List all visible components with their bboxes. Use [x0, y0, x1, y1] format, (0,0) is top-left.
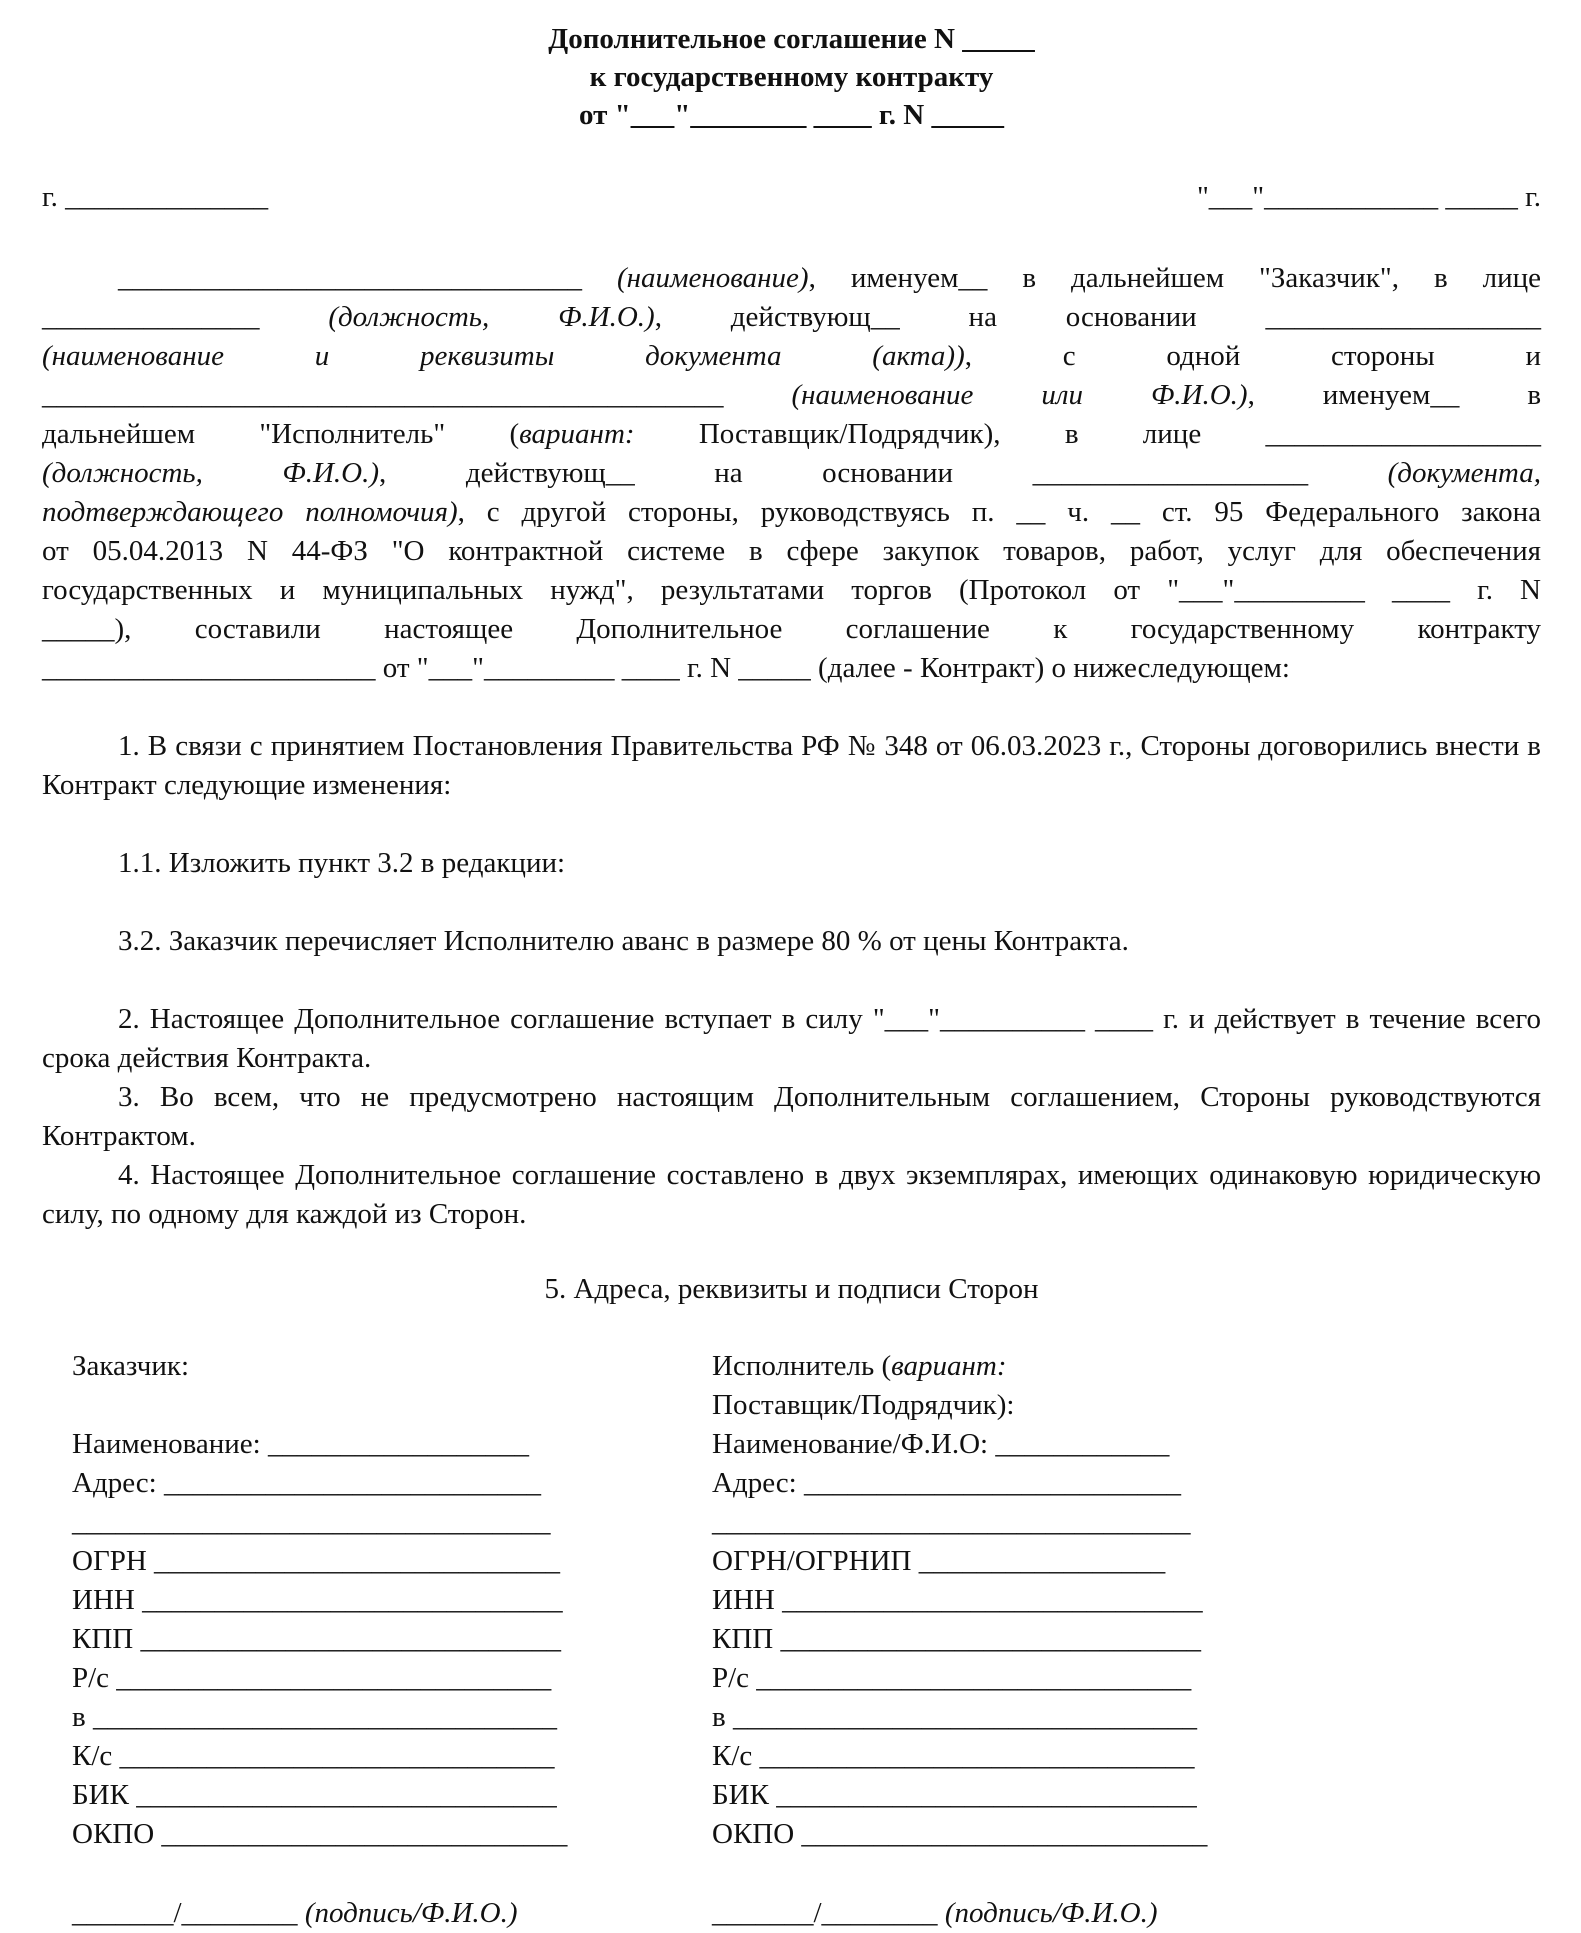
- preamble-line: _______________________ от "___"_________ ____ г. N _____ (далее - Контракт) о нижеследующем:: [42, 652, 1290, 684]
- contractor-kpp: КПП _____________________________: [712, 1623, 1201, 1655]
- requisites-columns: [42, 1347, 1541, 1933]
- contractor-column: [712, 1347, 1272, 1933]
- customer-ks: К/с ______________________________: [72, 1740, 555, 1772]
- customer-address: Адрес: __________________________: [72, 1467, 541, 1499]
- customer-address-2: _________________________________: [72, 1506, 551, 1538]
- contractor-name: Наименование/Ф.И.О: ____________: [712, 1428, 1170, 1460]
- contractor-address-2: _________________________________: [712, 1506, 1191, 1538]
- document-title: [42, 20, 1541, 134]
- preamble-line: дальнейшем "Исполнитель" (вариант: Поставщик/Подрядчик), в лице ___________________: [42, 418, 1541, 450]
- customer-rs: Р/с ______________________________: [72, 1662, 552, 1694]
- clause-3-2: 3.2. Заказчик перечисляет Исполнителю аванс в размере 80 % от цены Контракта.: [118, 925, 1129, 957]
- preamble-line: _______________ (должность, Ф.И.О.), действующ__ на основании ___________________: [42, 301, 1541, 333]
- clause-3: 3. Во всем, что не предусмотрено настоящим Дополнительным соглашением, Стороны руководствуются Контрактом.: [42, 1081, 1541, 1152]
- preamble-line: _______________________________________________ (наименование или Ф.И.О.), именуем__ в: [42, 379, 1542, 411]
- title-line-2: к государственному контракту: [589, 61, 994, 93]
- preamble-line: ________________________________ (наименование), именуем__ в дальнейшем "Заказчик", в лице: [118, 262, 1541, 294]
- preamble-line: подтверждающего полномочия), с другой стороны, руководствуясь п. __ ч. __ ст. 95 Федерального закона: [42, 496, 1541, 528]
- preamble-line: (должность, Ф.И.О.), действующ__ на основании ___________________ (документа,: [42, 457, 1541, 489]
- customer-kpp: КПП _____________________________: [72, 1623, 561, 1655]
- customer-bik: БИК _____________________________: [72, 1779, 557, 1811]
- contractor-bik: БИК _____________________________: [712, 1779, 1197, 1811]
- customer-ogrn: ОГРН ____________________________: [72, 1545, 561, 1577]
- place-date-row: [42, 178, 1541, 217]
- clause-4: 4. Настоящее Дополнительное соглашение составлено в двух экземплярах, имеющих одинаковую юридическую силу, по одному для каждой из Сторон.: [42, 1159, 1541, 1230]
- customer-inn: ИНН _____________________________: [72, 1584, 563, 1616]
- customer-name: Наименование: __________________: [72, 1428, 529, 1460]
- contractor-address: Адрес: __________________________: [712, 1467, 1181, 1499]
- clause-2: 2. Настоящее Дополнительное соглашение вступает в силу "___"__________ ____ г. и действует в течение всего срока действия Контракта.: [42, 1003, 1541, 1074]
- contractor-signature: _______/________ (подпись/Ф.И.О.): [712, 1897, 1158, 1929]
- title-line-3: от "___"________ ____ г. N _____: [579, 99, 1004, 131]
- customer-column: [72, 1347, 712, 1933]
- title-line-1: Дополнительное соглашение N _____: [548, 23, 1035, 55]
- customer-heading: Заказчик:: [72, 1350, 190, 1382]
- contractor-inn: ИНН _____________________________: [712, 1584, 1203, 1616]
- preamble-line: _____), составили настоящее Дополнительное соглашение к государственному контракту: [42, 613, 1541, 645]
- clause-1: 1. В связи с принятием Постановления Правительства РФ № 348 от 06.03.2023 г., Стороны договорились внести в Контракт следующие изменения:: [42, 730, 1541, 801]
- contractor-ogrn: ОГРН/ОГРНИП _________________: [712, 1545, 1166, 1577]
- clause-1-1: 1.1. Изложить пункт 3.2 в редакции:: [118, 847, 566, 879]
- customer-signature: _______/________ (подпись/Ф.И.О.): [72, 1897, 518, 1929]
- preamble-line: (наименование и реквизиты документа (акта)), с одной стороны и: [42, 340, 1541, 372]
- contractor-okpo: ОКПО ____________________________: [712, 1818, 1208, 1850]
- place-field: г. ______________: [42, 181, 269, 213]
- customer-bank: в ________________________________: [72, 1701, 557, 1733]
- customer-okpo: ОКПО ____________________________: [72, 1818, 568, 1850]
- contractor-bank: в ________________________________: [712, 1701, 1197, 1733]
- contractor-heading-2: Поставщик/Подрядчик):: [712, 1389, 1015, 1421]
- preamble-line: от 05.04.2013 N 44-ФЗ "О контрактной системе в сфере закупок товаров, работ, услуг для обеспечения: [42, 535, 1541, 567]
- date-field: "___"____________ _____ г.: [1196, 181, 1541, 213]
- preamble-line: государственных и муниципальных нужд", результатами торгов (Протокол от "___"_________ ____ г. N: [42, 574, 1541, 606]
- section-5-title: 5. Адреса, реквизиты и подписи Сторон: [544, 1273, 1039, 1305]
- contractor-ks: К/с ______________________________: [712, 1740, 1195, 1772]
- preamble: [42, 259, 1541, 688]
- contractor-rs: Р/с ______________________________: [712, 1662, 1192, 1694]
- contractor-heading: Исполнитель (вариант:: [712, 1350, 1007, 1382]
